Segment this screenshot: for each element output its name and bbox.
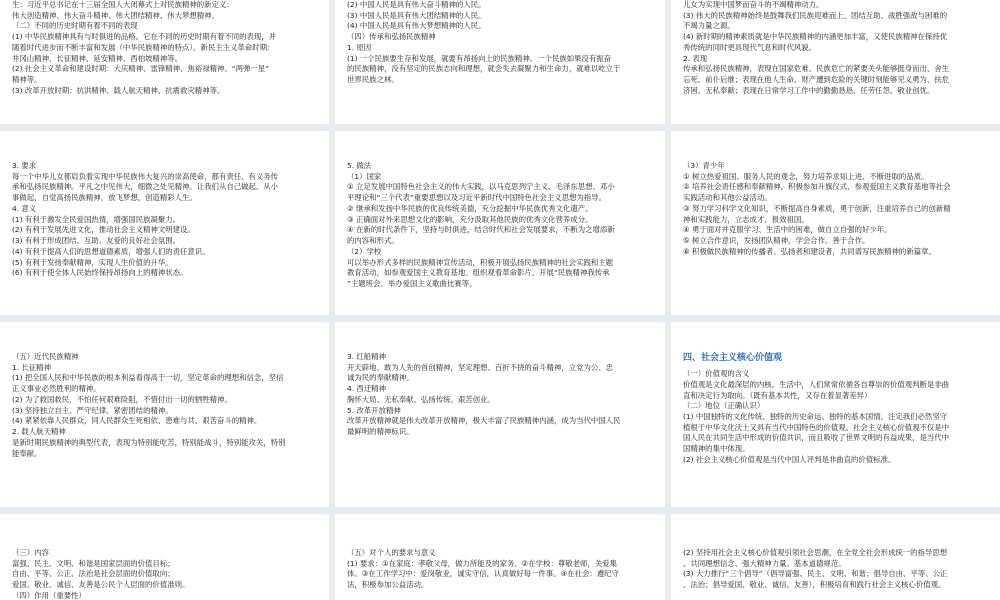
text-line: 正义事业必然胜利的精神。 (12, 384, 101, 394)
text-line: 直和决定行为取向。（既有基本共性，又存在着显著差异） (683, 390, 872, 400)
slide-s1[interactable] (0, 0, 329, 124)
text-line: 儿女为实现中国梦而奋斗的不竭精神动力。 (683, 0, 824, 9)
text-line: ③ 正确面对外来思想文化的影响，充分汲取其他民族的优秀文化营养成分。 (347, 214, 593, 224)
text-line: ④ 勇于面对并克服学习、生活中的困难，做自立自强的好少年。 (683, 225, 892, 235)
text-line: ”主题班会、举办爱国主义歌曲比赛等。 (347, 279, 477, 289)
text-line: 井冈山精神、长征精神、延安精神、西柏坡精神等。 (12, 53, 182, 63)
text-line: 实践活动和其他公益活动。 (683, 193, 772, 203)
text-line: (1) 中华民族精神具有与时俱进的品格。它在不同的历史时期有着不同的表现，并 (12, 32, 277, 42)
text-line: （四）作用（重要性） (12, 590, 86, 600)
text-line: 3. 要求 (12, 161, 37, 170)
text-line: 教育活动，如参观爱国主义教育基地、组织观看革命影片、开展“民族精神我传承 (347, 268, 610, 278)
text-line: 体。③在工作学习中：爱岗敬业，诚实守信，认真做好每一件事。④在社会：遵纪守 (347, 569, 619, 579)
text-line: 4. 意义 (12, 203, 37, 213)
slide-s5[interactable] (335, 131, 665, 315)
text-line: 胸怀大局、无私奉献、弘扬传统、艰苦创业。 (347, 394, 495, 404)
text-line: 随着时代进步而不断丰富和发展（中华民族精神的特点）。新民主主义革命时期： (12, 42, 275, 52)
slide-heading: 四、社会主义核心价值观 (683, 353, 783, 363)
slide-s3[interactable] (671, 0, 1000, 124)
text-line: 最鲜明的精神标识。 (347, 427, 414, 437)
text-line: 的民族精神，没有坚定的民族志向和理想，就会失去凝聚力和生命力，就难以屹立于 (347, 64, 621, 74)
text-line: (2) 为了救国救民，不怕任何艰难险阻，不惜付出一切的牺牲精神。 (12, 394, 232, 404)
text-line: 可以举办形式多样的民族精神宣传活动，积极开展弘扬民族精神的社会实践和主题 (347, 257, 614, 267)
text-line: 生：习近平总书记在十三届全国人大闭幕式上对民族精神的新定义： (12, 0, 234, 9)
text-line: 神和实践能力，立志成才、报效祖国。 (683, 214, 809, 224)
text-line: 传承和弘扬民族精神，表现在国家危难、民族危亡的紧要关头能够挺身而出、舍生 (683, 64, 950, 74)
text-line: 世界民族之林。 (347, 75, 399, 85)
text-line: 济困、无私奉献；表现在日常学习工作中的勤勤恳恳、任劳任怨、敬业创优。 (683, 85, 935, 95)
text-line: 国精神的集中体现。 (683, 444, 750, 454)
text-line: （2）学校 (347, 246, 382, 256)
text-line: (4) 紧紧依靠人民群众，同人民群众生死相依、患难与共、艰苦奋斗的精神。 (12, 416, 262, 426)
text-line: ① 树立热爱祖国、服务人民的观念，努力培养求知上进、不断进取的品质。 (683, 171, 929, 181)
text-line: 是新时期民族精神的典型代表，表现为特别能吃苦，特别能战斗，特别能攻关，特别 (12, 437, 286, 447)
text-line: 植根于中华文化沃土又具有当代中国特色的价值观。社会主义核心价值观不仅是中 (683, 422, 950, 432)
text-line: ⑥ 积极做民族精神的传播者、弘扬者和建设者，共同谱写民族精神的新篇章。 (683, 246, 936, 256)
text-line: ③ 努力学习科学文化知识，不断提高自身素质，勇于创新，注重培养自己的创新精 (683, 203, 951, 213)
slide-s6[interactable] (671, 131, 1000, 315)
text-line: 每一个中华儿女都肩负着实现中华民族伟大复兴的崇高使命，都有责任、有义务传 (12, 171, 279, 181)
text-line: (3) 有利于形成团结、互助、友爱的良好社会氛围。 (12, 236, 181, 246)
text-line: 不竭力量之源。 (683, 21, 735, 31)
slide-s9[interactable] (671, 322, 1000, 507)
text-line: 价值观是文化最深层的内核。生活中，人们常常依循各自尊崇的价值观判断是非曲 (683, 379, 950, 389)
text-line: (3) 大力推行“三个倡导”（倡导富强、民主、文明、和谐；倡导自由、平等、公正 (683, 569, 948, 579)
text-line: (1) 要求：①在家庭：孝敬父母，做力所能及的家务。②在学校：尊敬老师，关爱集 (347, 558, 617, 568)
text-line: (2) 中国人民是具有伟大奋斗精神的人民。 (347, 0, 486, 9)
text-line: (2) 有利于发展先进文化，推动社会主义精神文明建设。 (12, 225, 195, 235)
text-line: （五）近代民族精神 (12, 352, 79, 361)
text-line: （二）不同的历史时期有着不同的表现 (12, 21, 138, 31)
text-line: ② 培养社会责任感和奉献精神，积极参加升旗仪式、参观爱国主义教育基地等社会 (683, 182, 951, 192)
text-line: ② 继承和发扬中华民族的优良传统美德，充分挖掘中华民族优秀文化遗产。 (347, 203, 593, 213)
text-line: 1. 原因 (347, 42, 372, 52)
text-line: 精神等。 (12, 75, 42, 85)
text-line: 3. 红船精神 (347, 352, 386, 361)
text-line: (4) 中国人民是具有伟大梦想精神的人民。 (347, 21, 486, 31)
text-line: 能奉献。 (12, 448, 42, 458)
text-line: （3）青少年 (683, 161, 725, 170)
text-line: (1) 一个民族要生存和发展，就要有昂扬向上的民族精神。一个民族如果没有振奋 (347, 53, 612, 63)
text-line: (3) 伟大的民族精神始终是鼓舞我们民族迎难而上、团结互助、战胜强敌与困难的 (683, 10, 948, 20)
text-line: (2) 坚持用社会主义核心价值观引领社会思潮，在全党全社会形成统一的指导思想 (683, 548, 948, 557)
text-line: 开天辟地、敢为人先的首创精神，坚定理想、百折不挠的奋斗精神，立党为公、忠 (347, 362, 614, 372)
text-line: （四）传承和弘扬民族精神 (347, 32, 436, 42)
text-line: (6) 有利于使全体人民始终保持昂扬向上的精神状态。 (12, 268, 188, 278)
text-line: 富强、民主、文明、和谐是国家层面的价值目标； (12, 558, 175, 568)
text-line: (2) 社会主义核心价值观是当代中国人评判是非曲直的价值标准。 (683, 454, 896, 464)
text-line: 、法治；倡导爱国、敬业、诚信、友善），积极培育和践行社会主义核心价值观。 (683, 580, 946, 590)
text-line: (2) 社会主义革命和建设时期：大庆精神、雷锋精神、焦裕禄精神、“两弹一星” (12, 64, 269, 74)
slide-s10[interactable] (0, 514, 329, 600)
text-line: 2. 载人航天精神 (12, 427, 66, 437)
text-line: 法，积极参加公益活动。 (347, 580, 429, 590)
slide-s4[interactable] (0, 131, 329, 315)
text-line: (3) 坚持独立自主、严守纪律、紧密团结的精神。 (12, 405, 173, 415)
text-line: 事做起，自觉高扬民族精神，放飞梦想，创造精彩人生。 (12, 193, 197, 203)
text-line: 自由、平等、公正、法治是社会层面的价值取向； (12, 569, 175, 579)
text-line: (4) 新时期的精神素质就是中华民族精神的内涵更加丰富，又使民族精神在保持优 (683, 32, 948, 42)
text-line: 诚为民的奉献精神。 (347, 373, 414, 383)
text-line: 2. 表现 (683, 53, 708, 63)
text-line: ④ 在新的时代条件下，坚持与时俱进，结合时代和社会发展要求，不断为之增添新 (347, 225, 615, 235)
text-line: (4) 有利于提高人们的思想道德素质，增强人们的责任意识。 (12, 246, 210, 256)
text-line: ⑤ 树立合作意识，发扬团队精神，学会合作、善于合作。 (683, 236, 870, 246)
text-line: (1) 中国独特的文化传统、独特的历史命运、独特的基本国情，注定我们必然坚守 (683, 411, 948, 421)
text-line: （二）地位（正确认识） (683, 401, 765, 411)
text-line: (1) 有利于激发全民爱国热情，增强国民族凝聚力。 (12, 214, 181, 224)
text-line: (3) 中国人民是具有伟大团结精神的人民。 (347, 10, 486, 20)
text-line: 的内容和形式。 (347, 236, 399, 246)
text-line: (3) 改革开放时期：抗洪精神、载人航天精神、抗震救灾精神等。 (12, 85, 225, 95)
text-line: 承和弘扬民族精神。平凡之中见伟大，细微之处见精神。让我们从自己做起、从小 (12, 182, 279, 192)
text-line: ① 立足发展中国特色社会主义的伟大实践，以马克思列宁主义、毛泽东思想、邓小 (347, 182, 615, 192)
text-line: （三）内容 (12, 548, 49, 557)
text-line: 平理论和“三个代表”重要思想以及习近平新时代中国特色社会主义思想为指导。 (347, 193, 606, 203)
slide-s7[interactable] (0, 322, 329, 507)
text-line: 秀传统的同时更具现代气息和时代风貌。 (683, 42, 817, 52)
text-line: 、共同理想信念、强大精神力量、基本道德规范。 (683, 558, 846, 568)
text-line: (5) 有利于发扬奉献精神，实现人生价值的升华。 (12, 257, 173, 267)
text-line: 1. 长征精神 (12, 362, 51, 372)
text-line: 忘死、前仆后继；表现在他人生命、财产遭到危险的关键时刻能够见义勇为、扶危 (683, 75, 950, 85)
slide-s12[interactable] (671, 514, 1000, 600)
slide-s2[interactable] (335, 0, 665, 124)
text-line: 改革开放精神就是伟大改革开放精神，极大丰富了民族精神内涵，成为当代中国人民 (347, 416, 621, 426)
slide-s11[interactable] (335, 514, 665, 600)
text-line: 爱国、敬业、诚信、友善是公民个人层面的价值准则。 (12, 580, 190, 590)
text-line: (1) 把全国人民和中华民族的根本利益看得高于一切，坚定革命的理想和信念，坚信 (12, 373, 284, 383)
text-line: 伟大创造精神、伟大奋斗精神、伟大团结精神、伟大梦想精神。 (12, 10, 219, 20)
text-line: 4. 西迁精神 (347, 384, 386, 394)
text-line: （五）对个人的要求与意义 (347, 548, 436, 557)
text-line: （一）价值观的含义 (683, 369, 750, 379)
slide-s8[interactable] (335, 322, 665, 507)
text-line: （1）国家 (347, 171, 382, 181)
text-line: 5. 做法 (347, 161, 372, 170)
text-line: 国人民在共同生活中形成的价值共识，而且吸收了世界文明的有益成果，是当代中 (683, 433, 950, 443)
text-line: 5. 改革开放精神 (347, 405, 401, 415)
